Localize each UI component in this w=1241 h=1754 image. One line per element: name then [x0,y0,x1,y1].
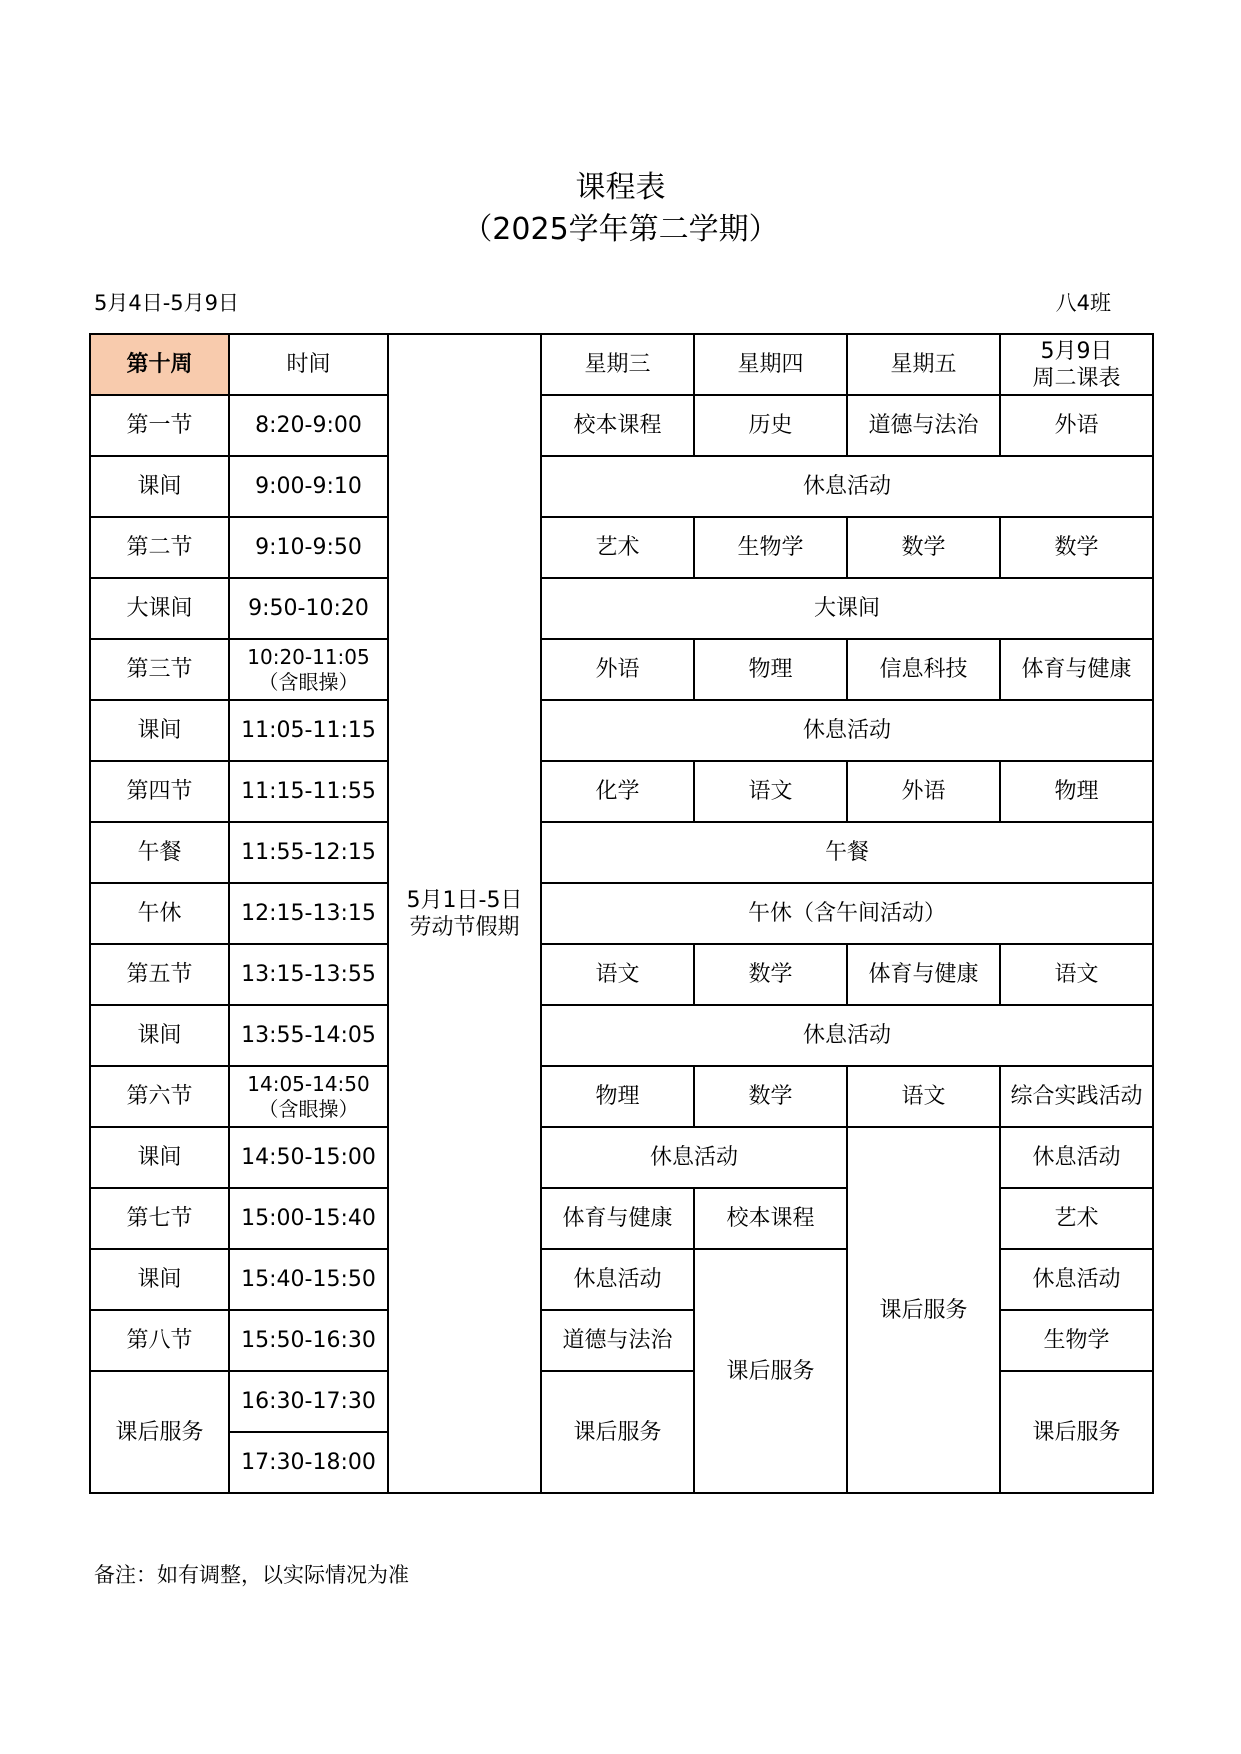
lesson-cell: 数学 [694,1066,847,1127]
time-range: 11:05-11:15 [229,700,388,761]
period-label: 课间 [90,456,229,517]
lesson-cell: 艺术 [541,517,694,578]
day-header-wed: 星期三 [541,334,694,395]
lesson-cell: 物理 [694,639,847,700]
lesson-cell: 数学 [694,944,847,1005]
period-label: 第三节 [90,639,229,700]
period-label: 课间 [90,1005,229,1066]
lesson-cell: 数学 [847,517,1000,578]
time-range [229,1066,388,1127]
break-cell: 休息活动 [541,1127,847,1188]
after-school-service-tue: 课后服务 [1000,1371,1153,1493]
after-school-service-wed: 课后服务 [541,1371,694,1493]
period-label: 课间 [90,1249,229,1310]
lesson-cell: 物理 [1000,761,1153,822]
day-header-fri: 星期五 [847,334,1000,395]
break-cell: 休息活动 [1000,1249,1153,1310]
period-label: 第八节 [90,1310,229,1371]
lesson-cell: 历史 [694,395,847,456]
time-range: 17:30-18:00 [229,1432,388,1493]
lesson-cell: 校本课程 [694,1188,847,1249]
break-cell: 休息活动 [541,1249,694,1310]
table-row [90,822,1153,883]
lesson-cell: 体育与健康 [1000,639,1153,700]
table-row [90,517,1153,578]
time-range [229,639,388,700]
lesson-cell: 语文 [694,761,847,822]
holiday-name: 劳动节假期 [409,914,520,940]
table-row [90,1066,1153,1127]
lesson-cell: 语文 [1000,944,1153,1005]
special-date: 5月9日 [1040,338,1113,364]
date-range: 5月4日-5月9日 [94,291,240,315]
table-row [90,944,1153,1005]
document-subtitle: （2025学年第二学期） [462,212,779,247]
time-range: 15:00-15:40 [229,1188,388,1249]
period-label: 午休 [90,883,229,944]
lesson-cell: 语文 [541,944,694,1005]
break-cell: 大课间 [541,578,1153,639]
period-label: 第一节 [90,395,229,456]
period-label: 第六节 [90,1066,229,1127]
table-row [90,883,1153,944]
time-range: 11:55-12:15 [229,822,388,883]
lesson-cell: 道德与法治 [541,1310,694,1371]
time-range: 8:20-9:00 [229,395,388,456]
lesson-cell: 数学 [1000,517,1153,578]
lesson-cell: 体育与健康 [847,944,1000,1005]
lesson-cell: 信息科技 [847,639,1000,700]
lesson-cell: 艺术 [1000,1188,1153,1249]
lesson-cell: 生物学 [694,517,847,578]
time-range: 12:15-13:15 [229,883,388,944]
class-name: 八4班 [1055,291,1111,315]
lesson-cell: 体育与健康 [541,1188,694,1249]
week-label: 第十周 [90,334,229,395]
footnote: 备注：如有调整，以实际情况为准 [94,1563,409,1587]
period-label: 第五节 [90,944,229,1005]
lesson-cell: 物理 [541,1066,694,1127]
time-range: 15:40-15:50 [229,1249,388,1310]
holiday-dates: 5月1日-5日 [406,887,523,913]
break-cell: 午餐 [541,822,1153,883]
time-range: 11:15-11:55 [229,761,388,822]
break-cell: 休息活动 [541,456,1153,517]
lesson-cell: 外语 [541,639,694,700]
time-value: 14:05-14:50 [247,1071,370,1096]
period-label: 第二节 [90,517,229,578]
lesson-cell: 生物学 [1000,1310,1153,1371]
lesson-cell: 校本课程 [541,395,694,456]
day-header-special [1000,334,1153,395]
lesson-cell: 化学 [541,761,694,822]
time-range: 15:50-16:30 [229,1310,388,1371]
time-range: 14:50-15:00 [229,1127,388,1188]
break-cell: 休息活动 [541,700,1153,761]
time-range: 9:50-10:20 [229,578,388,639]
period-label: 课后服务 [90,1371,229,1493]
time-value: 10:20-11:05 [247,644,370,669]
period-label: 第四节 [90,761,229,822]
lesson-cell: 语文 [847,1066,1000,1127]
period-label: 午餐 [90,822,229,883]
lesson-cell: 道德与法治 [847,395,1000,456]
time-range: 13:15-13:55 [229,944,388,1005]
lesson-cell: 综合实践活动 [1000,1066,1153,1127]
special-label: 周二课表 [1032,365,1121,391]
table-row [90,1005,1153,1066]
period-label: 课间 [90,1127,229,1188]
time-note: （含眼操） [258,669,359,694]
time-range: 13:55-14:05 [229,1005,388,1066]
time-note: （含眼操） [258,1096,359,1121]
period-label: 课间 [90,700,229,761]
lesson-cell: 外语 [1000,395,1153,456]
holiday-cell [388,334,541,1493]
table-row [90,761,1153,822]
time-range: 9:10-9:50 [229,517,388,578]
after-school-service-fri: 课后服务 [847,1127,1000,1493]
table-row [90,578,1153,639]
table-row [90,1127,1153,1188]
lesson-cell: 外语 [847,761,1000,822]
time-range: 9:00-9:10 [229,456,388,517]
break-cell: 午休（含午间活动） [541,883,1153,944]
table-row [90,639,1153,700]
header-row [90,334,1153,395]
after-school-service-thu: 课后服务 [694,1249,847,1493]
table-row [90,456,1153,517]
document-title: 课程表 [575,170,666,205]
time-range: 16:30-17:30 [229,1371,388,1432]
time-header: 时间 [229,334,388,395]
table-row [90,395,1153,456]
period-label: 第七节 [90,1188,229,1249]
break-cell: 休息活动 [541,1005,1153,1066]
timetable [89,333,1154,1494]
table-row [90,700,1153,761]
day-header-thu: 星期四 [694,334,847,395]
break-cell: 休息活动 [1000,1127,1153,1188]
period-label: 大课间 [90,578,229,639]
